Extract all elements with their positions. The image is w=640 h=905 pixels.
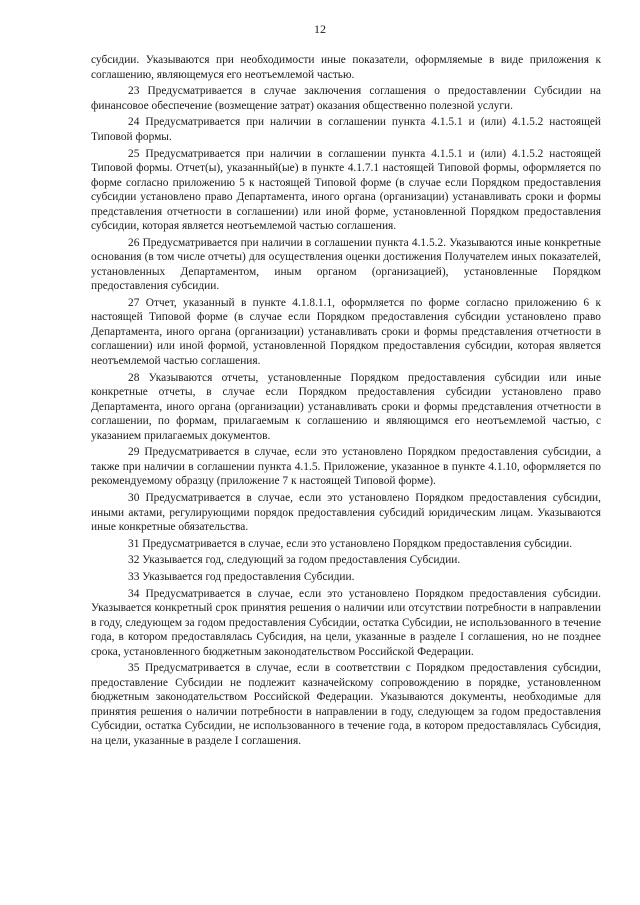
- footnote-continuation: субсидии. Указываются при необходимости иные показатели, оформляемые в виде приложения к соглашению, являющемуся его неотъемлемой частью.: [91, 54, 601, 81]
- footnote-26: 26 Предусматривается при наличии в соглашении пункта 4.1.5.2. Указываются иные конкретные основания (в том числе отчеты) для осуществления оценки достижения Получателем иных показателей, установленных Департаментом, иным органом (организацией), установленные Порядком предоставления субсидии.: [91, 236, 601, 293]
- footnote-24: 24 Предусматривается при наличии в соглашении пункта 4.1.5.1 и (или) 4.1.5.2 настоящей Типовой формы.: [91, 116, 601, 143]
- footnote-30: 30 Предусматривается в случае, если это установлено Порядком предоставления субсидии, иными актами, регулирующими порядок предоставления субсидий юридическим лицам. Указываются иные конкретные обязательства.: [91, 492, 601, 533]
- page-number: 12: [314, 22, 326, 36]
- footnote-33: 33 Указывается год предоставления Субсидии.: [128, 571, 355, 584]
- footnote-32: 32 Указывается год, следующий за годом предоставления Субсидии.: [128, 554, 461, 567]
- footnote-29: 29 Предусматривается в случае, если это установлено Порядком предоставления субсидии, а также при наличии в соглашении пункта 4.1.5. Приложение, указанное в пункте 4.1.10, оформляется по рекомендуемому образцу (приложение 7 к настоящей Типовой форме).: [91, 446, 601, 488]
- footnotes-body: [91, 53, 601, 751]
- footnote-35: 35 Предусматривается в случае, если в соответствии с Порядком предоставления субсидии, предоставление Субсидии не подлежит казначейскому сопровождению в порядке, установленном бюджетным законодательством Российской Федерации. Указываются документы, необходимые для принятия решения о наличии потребности в направлении в году, следующем за годом предоставления Субсидии, остатка Субсидии, не использованного в течение года, в котором предоставлялась Субсидия, на цели, указанные в разделе I соглашения.: [91, 662, 601, 747]
- footnote-28: 28 Указываются отчеты, установленные Порядком предоставления субсидии или иные конкретные отчеты, в случае если Порядком предоставления субсидии установлено право Департамента, иного органа (организации) устанавливать сроки и формы представления отчетности в соглашении, по формам, прилагаемым к соглашению и являющимся его неотъемлемой частью, с указанием прилагаемых документов.: [91, 371, 601, 442]
- footnote-31: 31 Предусматривается в случае, если это установлено Порядком предоставления субсидии.: [128, 537, 573, 550]
- footnote-27: 27 Отчет, указанный в пункте 4.1.8.1.1, оформляется по форме согласно приложению 6 к настоящей Типовой форме (в случае если Порядком предоставления субсидии установлено право Департамента, иного органа (организации) устанавливать сроки и формы представления отчетности в соглашении) или иной формой, установленной Порядком предоставления субсидии, которая является неотъемлемой частью соглашения.: [91, 296, 601, 367]
- footnote-23: 23 Предусматривается в случае заключения соглашения о предоставлении Субсидии на финансовое обеспечение (возмещение затрат) оказания общественно полезной услуги.: [91, 85, 601, 112]
- footnote-34: 34 Предусматривается в случае, если это установлено Порядком предоставления субсидии. Указывается конкретный срок принятия решения о наличии или отсутствии потребности в направлении в году, следующем за годом предоставления Субсидии, остатка Субсидии, не использованного в течение года, в котором предоставлялась Субсидия, на цели, указанные в разделе I соглашения, но не позднее срока, установленного бюджетным законодательством Российской Федерации.: [91, 587, 601, 658]
- footnote-25: 25 Предусматривается при наличии в соглашении пункта 4.1.5.1 и (или) 4.1.5.2 настоящей Типовой формы. Отчет(ы), указанный(ые) в пункте 4.1.7.1 настоящей Типовой формы, оформляется по форме согласно приложению 5 к настоящей Типовой форме (в случае если Порядком предоставления субсидии установлено право Департамента, иного органа (организации) устанавливать сроки и формы представления отчетности в соглашении) или иной форме, установленной Порядком предоставления субсидии, которая является неотъемлемой частью соглашения.: [91, 147, 601, 233]
